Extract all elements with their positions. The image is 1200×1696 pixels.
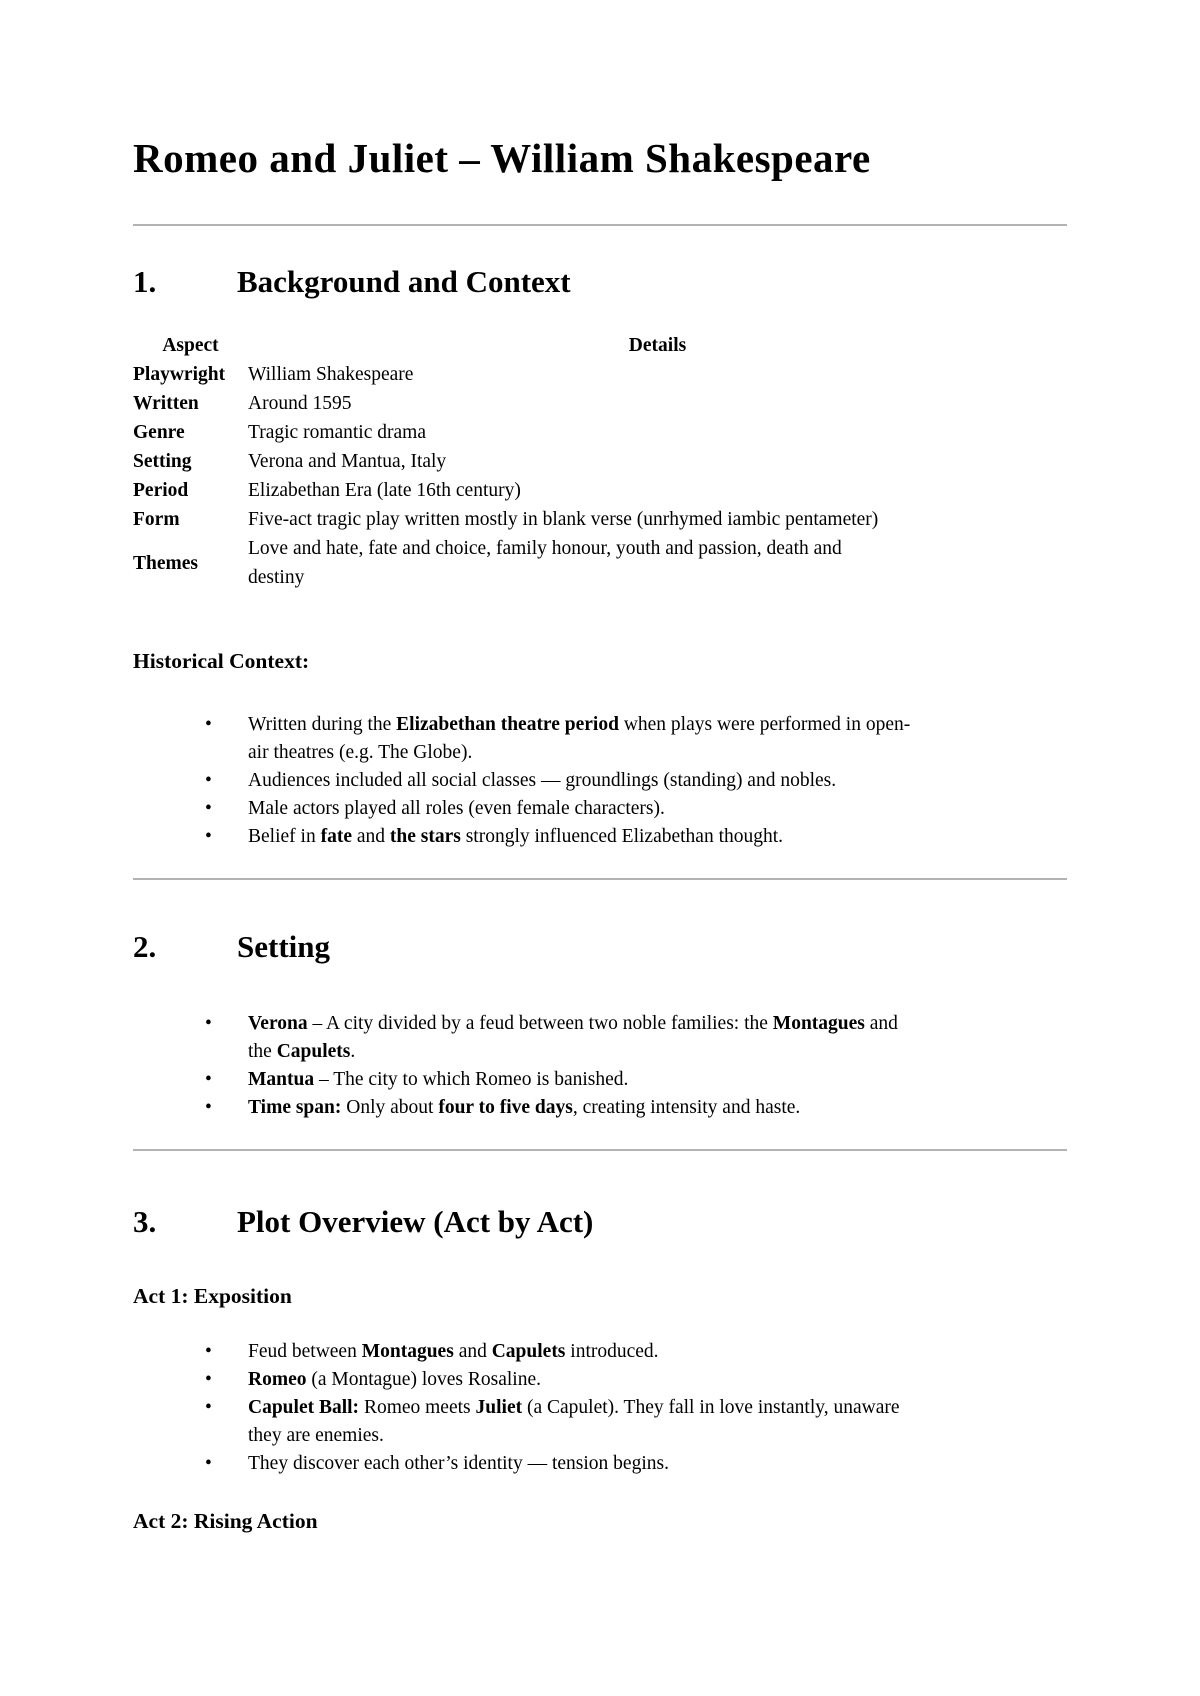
- section-heading-text: Setting: [237, 929, 330, 965]
- table-cell-aspect: Genre: [133, 422, 185, 444]
- table-header-details: Details: [628, 335, 687, 357]
- section-number: 2.: [133, 929, 157, 965]
- table-row: [133, 505, 1067, 534]
- list-item: • Feud between Montagues and Capulets introduced.: [133, 1338, 1067, 1366]
- horizontal-rule: [133, 1149, 1067, 1151]
- section-heading-setting: [133, 929, 1067, 965]
- historical-context-list: [133, 711, 1067, 851]
- section-heading-background: [133, 264, 1067, 300]
- list-item: • Belief in fate and the stars strongly influenced Elizabethan thought.: [133, 823, 1067, 851]
- table-cell-details: Love and hate, fate and choice, family honour, youth and passion, death and destiny: [248, 538, 842, 589]
- section-heading-text: Plot Overview (Act by Act): [237, 1204, 594, 1240]
- table-row: [133, 360, 1067, 389]
- section-number: 1.: [133, 264, 157, 300]
- section-number: 3.: [133, 1204, 157, 1240]
- table-row: [133, 447, 1067, 476]
- table-cell-aspect: Period: [133, 480, 189, 502]
- table-row: [133, 418, 1067, 447]
- list-item: • They discover each other’s identity — tension begins.: [133, 1450, 1067, 1478]
- list-item: • Capulet Ball: Romeo meets Juliet (a Capulet). They fall in love instantly, unaware they are enemies.: [133, 1394, 1067, 1450]
- table-cell-aspect: Themes: [133, 552, 198, 574]
- section-heading-text: Background and Context: [237, 264, 571, 300]
- background-table: [133, 331, 1067, 592]
- table-header-row: [133, 331, 1067, 360]
- table-cell-aspect: Form: [133, 509, 180, 531]
- table-row: [133, 389, 1067, 418]
- table-cell-aspect: Setting: [133, 451, 192, 473]
- table-cell-details: Tragic romantic drama: [248, 422, 426, 444]
- table-cell-aspect: Playwright: [133, 364, 226, 386]
- list-item: • Male actors played all roles (even female characters).: [133, 795, 1067, 823]
- subheading-act2: Act 2: Rising Action: [133, 1509, 318, 1534]
- table-row: [133, 476, 1067, 505]
- table-cell-details: William Shakespeare: [248, 364, 414, 386]
- section-heading-plot-overview: [133, 1204, 1067, 1240]
- subheading-historical-context: Historical Context:: [133, 649, 310, 674]
- list-item: • Mantua – The city to which Romeo is banished.: [133, 1066, 1067, 1094]
- table-cell-details: Elizabethan Era (late 16th century): [248, 480, 521, 502]
- subheading-act1: Act 1: Exposition: [133, 1284, 292, 1309]
- list-item: • Romeo (a Montague) loves Rosaline.: [133, 1366, 1067, 1394]
- list-item: • Written during the Elizabethan theatre period when plays were performed in open- air theatres (e.g. The Globe).: [133, 711, 1067, 767]
- table-cell-details: Around 1595: [248, 393, 352, 415]
- list-item: • Audiences included all social classes — groundlings (standing) and nobles.: [133, 767, 1067, 795]
- table-cell-details: Five-act tragic play written mostly in blank verse (unrhymed iambic pentameter): [248, 509, 879, 531]
- table-row: [133, 534, 1067, 592]
- act1-list: [133, 1338, 1067, 1478]
- horizontal-rule: [133, 878, 1067, 880]
- list-item: • Verona – A city divided by a feud between two noble families: the Montagues and the Capulets.: [133, 1010, 1067, 1066]
- table-cell-aspect: Written: [133, 393, 199, 415]
- horizontal-rule: [133, 224, 1067, 226]
- list-item: • Time span: Only about four to five days, creating intensity and haste.: [133, 1094, 1067, 1122]
- table-header-aspect: Aspect: [162, 335, 219, 357]
- document-title: Romeo and Juliet – William Shakespeare: [133, 135, 871, 181]
- setting-list: [133, 1010, 1067, 1122]
- table-cell-details: Verona and Mantua, Italy: [248, 451, 447, 473]
